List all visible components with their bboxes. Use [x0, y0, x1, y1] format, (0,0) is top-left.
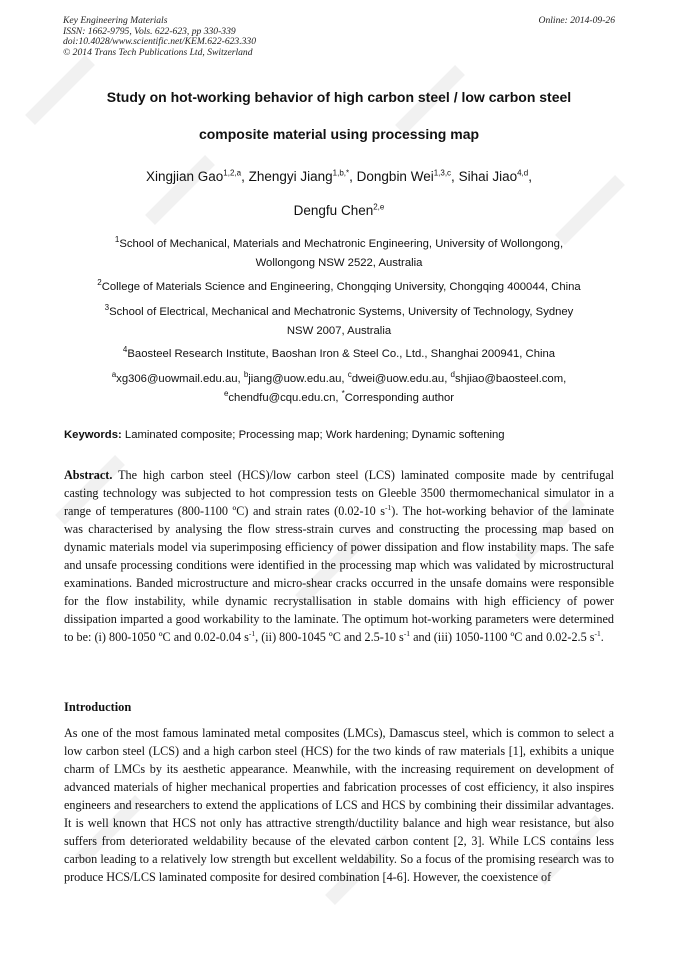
affiliation-2	[64, 278, 614, 297]
author-name: Zhengyi Jiang	[248, 169, 333, 184]
affiliation-text: School of Electrical, Mechanical and Mechatronic Systems, University of Technology, Sydney	[109, 306, 574, 318]
introduction-text: As one of the most famous laminated metal composites (LMCs), Damascus steel, which is common to select a low carbon steel (LCS) and a high carbon steel (HCS) for the two kinds of raw materials [1], exhibits a unique charm of LMCs by its aesthetic appearance. Meanwhile, with the increasing requirement on development of advanced materials of higher mechanical properties and fabrication processes of cost efficiency, it also inspires engineers and researchers to extend the applications of LCS and HCS by combining their dissimilar advantages. It is well known that HCS not only has attractive strength/ductility balance and high wear resistance, but also suffers from deteriorated weldability because of the elevated carbon content [2, 3]. While LCS contains less carbon leading to a relatively low strength but excellent weldability. So a focus of the promising research was to produce HCS/LCS laminated composite for desired combination [4-6]. However, the coexistence of	[64, 726, 614, 884]
affiliation-text: Baosteel Research Institute, Baoshan Iron & Steel Co., Ltd., Shanghai 200941, China	[127, 348, 556, 360]
abstract-text: ). The hot-working behavior of the laminate was characterised by analysing the flow stress-strain curves and constructing the processing map based on dynamic materials model via superimposing efficiency of power dissipation and flow instability maps. The safe and unsafe processing conditions were identified in the processing map which was validated by microstructural examinations. Banded microstructure and micro-shear cracks occurred in the unsafe domains were responsible for the flow instability, while dynamic recrystallisation in stable domains with high efficiency of power dissipation imparted a good workability to the laminate. The optimum hot-working parameters were determined to be: (i) 800-1050 ºC and 0.02-0.04 s	[64, 504, 614, 644]
email-c[interactable]: dwei@uow.edu.au,	[351, 373, 448, 385]
journal-issn: ISSN: 1662-9795, Vols. 622-623, pp 330-339	[63, 25, 236, 37]
unit-superscript: -1	[403, 628, 411, 638]
affiliation-text: School of Mechanical, Materials and Mechatronic Engineering, University of Wollongong,	[119, 238, 564, 250]
journal-copyright: © 2014 Trans Tech Publications Ltd, Switzerland	[63, 46, 253, 58]
author-list-line-1: Xingjian Gao$^{1,2,a}$, Zhengyi Jiang$^{1,b,*}$, Dongbin Wei$^{1,3,c}$, Sihai Jiao$^{4,d}$,	[145, 168, 532, 184]
author-name: Dongbin Wei	[356, 169, 434, 184]
introduction-heading: Introduction	[64, 700, 132, 714]
unit-superscript: -1	[248, 628, 256, 638]
affiliation-number: 3	[104, 303, 110, 313]
email-key: a	[111, 370, 117, 380]
affiliation-4	[64, 345, 614, 364]
email-e[interactable]: chendfu@cqu.edu.cn,	[228, 392, 339, 404]
affiliation-text: NSW 2007, Australia	[286, 325, 392, 337]
keywords	[64, 429, 616, 441]
journal-header	[63, 16, 615, 58]
affiliation-number: 4	[122, 345, 128, 355]
corresponding-author-note: Corresponding author	[344, 392, 455, 404]
author-superscript: 2,e	[373, 202, 385, 212]
unit-superscript: -1	[385, 502, 392, 512]
keywords-label: Keywords:	[64, 429, 122, 441]
online-date: Online: 2014-09-26	[538, 15, 615, 26]
email-key: d	[450, 370, 455, 380]
author-superscript: 1,3,c	[433, 168, 452, 178]
paper-title-line-2: composite material using processing map	[198, 126, 480, 142]
email-key: b	[243, 370, 249, 380]
author-superscript: 1,b,*	[332, 168, 350, 178]
email-b[interactable]: jiang@uow.edu.au,	[248, 373, 345, 385]
affiliation-number: 1	[114, 235, 120, 245]
affiliation-text: College of Materials Science and Engineering, Chongqing University, Chongqing 400044, China	[101, 281, 581, 293]
email-key: e	[223, 389, 229, 399]
author-name: Dengfu Chen	[293, 203, 374, 218]
author-name: Sihai Jiao	[458, 169, 518, 184]
keywords-text: Laminated composite; Processing map; Work hardening; Dynamic softening	[124, 429, 505, 441]
affiliation-1	[64, 235, 614, 273]
author-name: Xingjian Gao	[145, 169, 224, 184]
journal-name: Key Engineering Materials	[63, 15, 168, 26]
journal-doi: doi:10.4028/www.scientific.net/KEM.622-623.330	[63, 36, 257, 48]
unit-superscript: -1	[594, 628, 601, 638]
abstract-text: , (ii) 800-1045 ºC and 2.5-10 s	[255, 630, 404, 644]
author-list-line-2	[40, 203, 638, 218]
paper-title-line-1: Study on hot-working behavior of high carbon steel / low carbon steel	[106, 89, 572, 105]
affiliation-3	[64, 303, 614, 341]
author-superscript: 4,d	[517, 168, 529, 178]
author-emails	[64, 370, 614, 408]
abstract-text: and (iii) 1050-1100 ºC and 0.02-2.5 s	[410, 630, 595, 644]
email-key: c	[347, 370, 352, 380]
author-superscript: 1,2,a	[223, 168, 242, 178]
email-a[interactable]: xg306@uowmail.edu.au,	[116, 373, 241, 385]
email-d[interactable]: shjiao@baosteel.com,	[454, 373, 567, 385]
abstract	[64, 466, 614, 646]
abstract-text: .	[600, 630, 604, 644]
abstract-text: The high carbon steel (HCS)/low carbon steel (LCS) laminated composite made by centrifugal casting technology was subjected to hot compression tests on Gleeble 3500 thermomechanical simulator in a range of temperatures (800-1100 ºC) and strain rates (0.02-10 s	[64, 468, 615, 518]
affiliation-number: 2	[97, 278, 102, 288]
email-key: *	[341, 389, 345, 399]
abstract-label: Abstract.	[64, 468, 113, 482]
affiliation-text: Wollongong NSW 2522, Australia	[255, 257, 423, 269]
